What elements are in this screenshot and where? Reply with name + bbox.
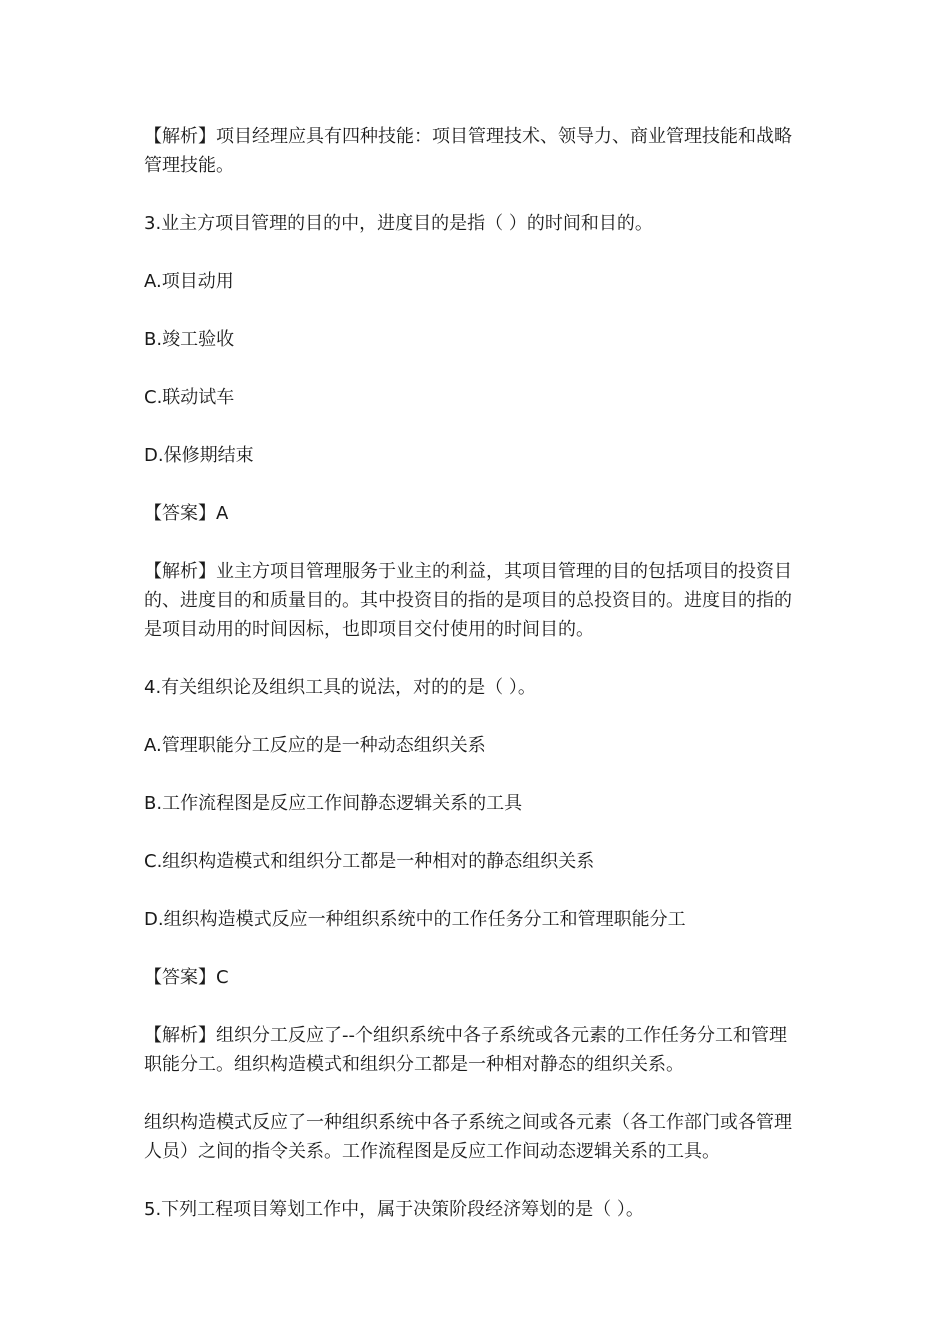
q3-option-b: B.竣工验收	[144, 329, 235, 350]
question-5: 5.下列工程项目筹划工作中，属于决策阶段经济筹划的是（ ）。	[144, 1199, 644, 1220]
q3-option-d: D.保修期结束	[144, 445, 254, 466]
q4-option-d: D.组织构造模式反应一种组织系统中的工作任务分工和管理职能分工	[144, 909, 686, 930]
q4-option-a: A.管理职能分工反应的是一种动态组织关系	[144, 735, 486, 756]
q3-answer: 【答案】A	[144, 503, 229, 524]
q4-option-b: B.工作流程图是反应工作间静态逻辑关系的工具	[144, 793, 523, 814]
q4-answer: 【答案】C	[144, 967, 229, 988]
question-4: 4.有关组织论及组织工具的说法，对的的是（ ）。	[144, 677, 536, 698]
document-page	[144, 122, 804, 1224]
q3-analysis: 【解析】业主方项目管理服务于业主的利益，其项目管理的目的包括项目的投资目的、进度目的和质量目的。其中投资目的指的是项目的总投资目的。进度目的指的是项目动用的时间因标，也即项目交付使用的时间目的。	[144, 561, 792, 640]
q3-option-a: A.项目动用	[144, 271, 234, 292]
q4-option-c: C.组织构造模式和组织分工都是一种相对的静态组织关系	[144, 851, 595, 872]
q4-analysis-continued: 组织构造模式反应了一种组织系统中各子系统之间或各元素（各工作部门或各管理人员）之间的指令关系。工作流程图是反应工作间动态逻辑关系的工具。	[144, 1112, 792, 1162]
analysis-q2: 【解析】项目经理应具有四种技能：项目管理技术、领导力、商业管理技能和战略管理技能。	[144, 126, 792, 176]
q3-option-c: C.联动试车	[144, 387, 235, 408]
q4-analysis: 【解析】组织分工反应了--个组织系统中各子系统或各元素的工作任务分工和管理职能分工。组织构造模式和组织分工都是一种相对静态的组织关系。	[144, 1025, 787, 1075]
question-3: 3.业主方项目管理的目的中，进度目的是指（ ）的时间和目的。	[144, 213, 653, 234]
